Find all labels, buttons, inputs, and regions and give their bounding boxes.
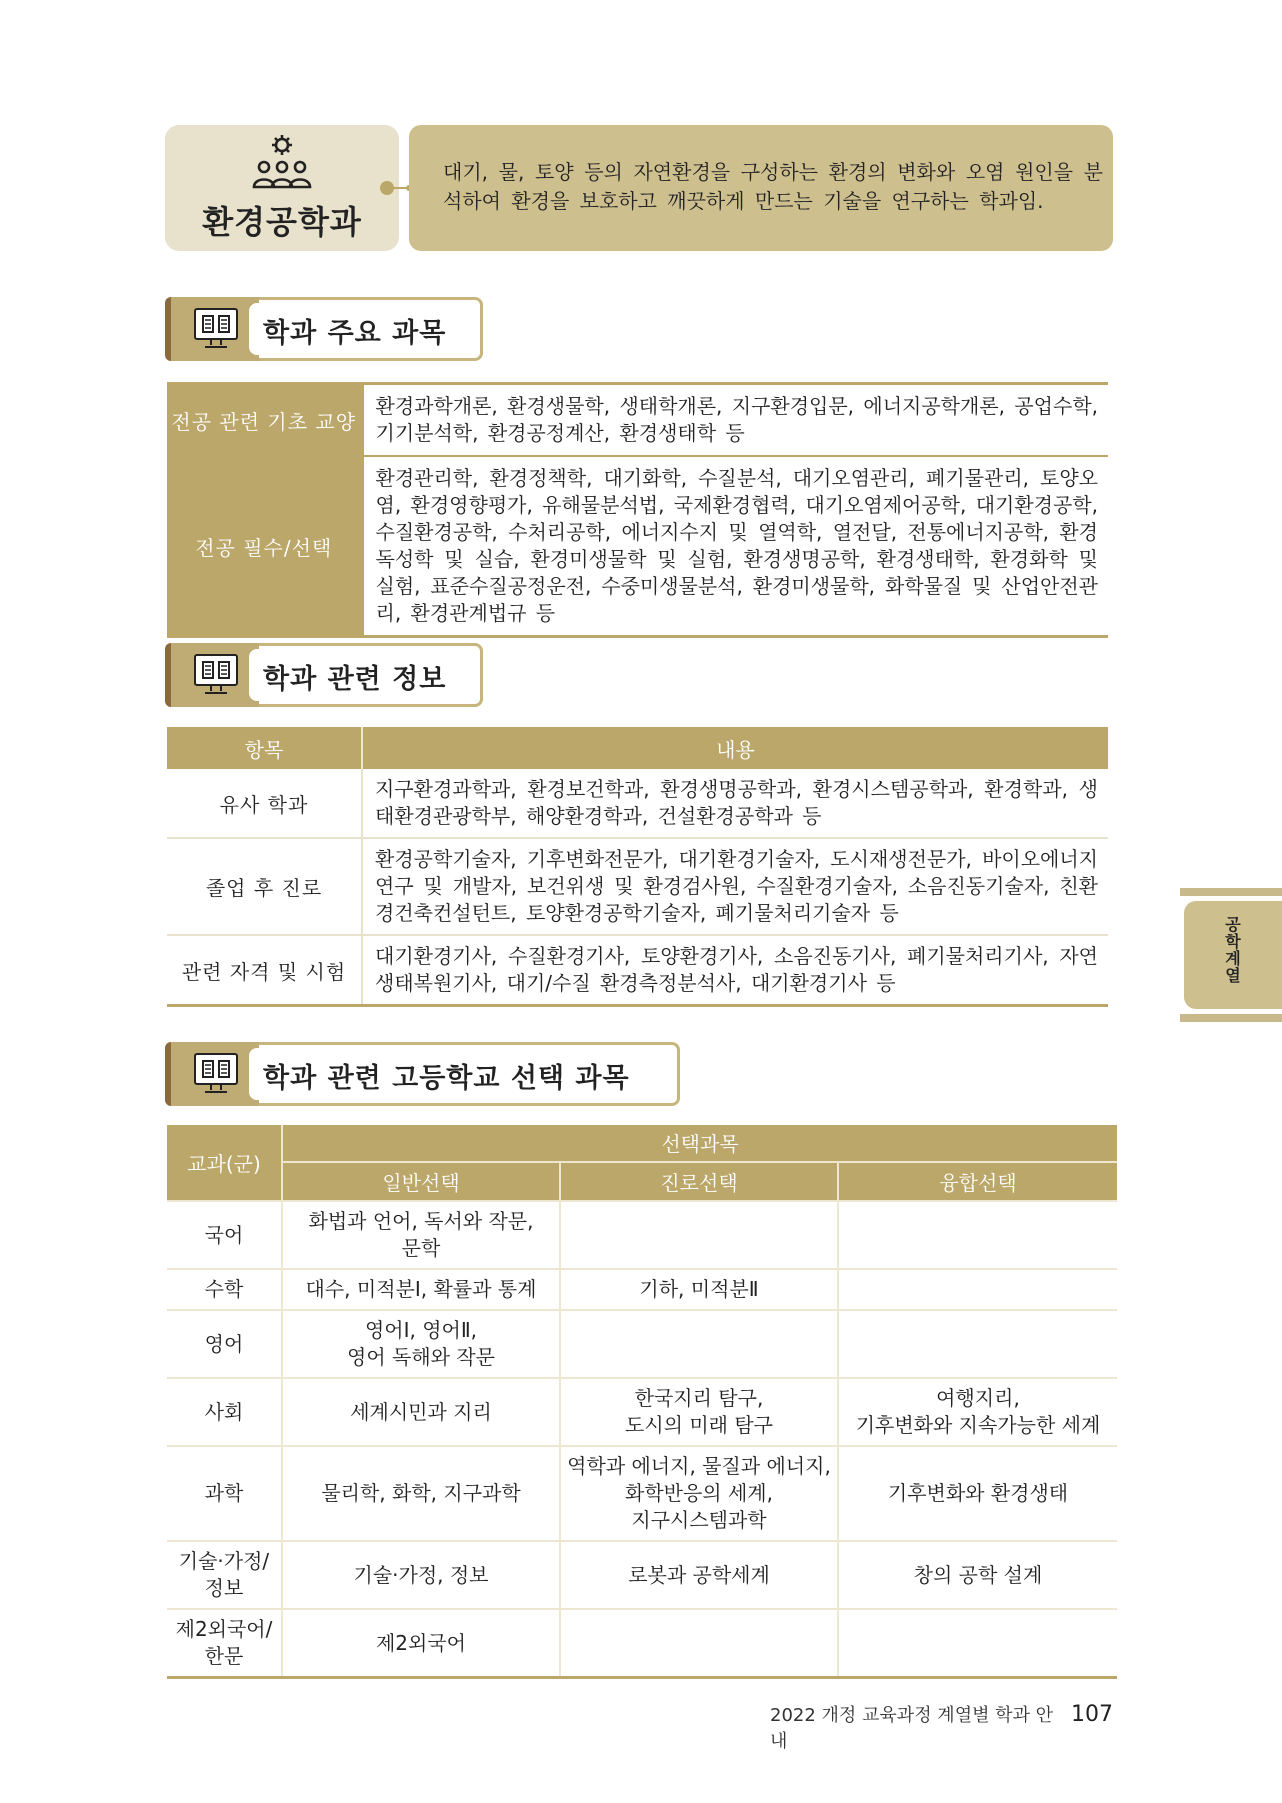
monitor-book-icon [193, 653, 239, 697]
col-header-general: 일반선택 [282, 1162, 560, 1201]
section-title-dept-info [165, 643, 483, 707]
subject-cell: 과학 [167, 1446, 282, 1541]
col-header-career: 진로선택 [560, 1162, 838, 1201]
monitor-book-icon [193, 307, 239, 351]
fusion-cell [838, 1269, 1117, 1310]
department-name: 환경공학과 [202, 203, 362, 241]
general-cell: 기술·가정, 정보 [282, 1541, 560, 1609]
general-cell: 대수, 미적분Ⅰ, 확률과 통계 [282, 1269, 560, 1310]
page-footer [770, 1701, 1113, 1752]
col-header-fusion: 융합선택 [838, 1162, 1117, 1201]
department-description: 대기, 물, 토양 등의 자연환경을 구성하는 환경의 변화와 오염 원인을 분석하여 환경을 보호하고 깨끗하게 만드는 기술을 연구하는 학과임. [409, 125, 1113, 251]
dept-info-table [167, 727, 1108, 1007]
department-header [165, 125, 1113, 251]
subject-cell: 제2외국어/ 한문 [167, 1609, 282, 1678]
footer-text: 2022 개정 교육과정 계열별 학과 안내 [770, 1705, 1054, 1752]
career-cell [560, 1609, 838, 1678]
page-number: 107 [1071, 1702, 1113, 1727]
table-row [167, 1609, 1117, 1678]
general-cell: 화법과 언어, 독서와 작문, 문학 [282, 1201, 560, 1269]
row-content: 환경공학기술자, 기후변화전문가, 대기환경기술자, 도시재생전문가, 바이오에너지연구 및 개발자, 보건위생 및 환경검사원, 수질환경기술자, 소음진동기술자, 친환경건축컨설턴트, 토양환경공학기술자, 폐기물처리기술자 등 [362, 838, 1108, 935]
row-label: 관련 자격 및 시험 [167, 935, 362, 1006]
fusion-cell: 창의 공학 설계 [838, 1541, 1117, 1609]
general-cell: 제2외국어 [282, 1609, 560, 1678]
career-cell: 역학과 에너지, 물질과 에너지, 화학반응의 세계, 지구시스템과학 [560, 1446, 838, 1541]
subject-cell: 사회 [167, 1378, 282, 1446]
subject-cell: 수학 [167, 1269, 282, 1310]
career-cell: 로봇과 공학세계 [560, 1541, 838, 1609]
row-label: 전공 관련 기초 교양 [167, 384, 362, 457]
highschool-subjects-table [167, 1125, 1117, 1679]
fusion-cell [838, 1609, 1117, 1678]
fusion-cell: 여행지리, 기후변화와 지속가능한 세계 [838, 1378, 1117, 1446]
section-title-major-subjects [165, 297, 483, 361]
table-row [167, 1201, 1117, 1269]
subject-cell: 국어 [167, 1201, 282, 1269]
people-gear-icon [250, 133, 314, 191]
monitor-book-icon [193, 1052, 239, 1096]
row-content: 환경과학개론, 환경생물학, 생태학개론, 지구환경입문, 에너지공학개론, 공업수학, 기기분석학, 환경공정계산, 환경생태학 등 [375, 394, 1098, 445]
general-cell: 물리학, 화학, 지구과학 [282, 1446, 560, 1541]
subject-cell: 기술·가정/ 정보 [167, 1541, 282, 1609]
row-content: 대기환경기사, 수질환경기사, 토양환경기사, 소음진동기사, 폐기물처리기사, 자연생태복원기사, 대기/수질 환경측정분석사, 대기환경기사 등 [362, 935, 1108, 1006]
section-title-label: 학과 주요 과목 [249, 303, 477, 355]
table-row [167, 1310, 1117, 1378]
col-header-content: 내용 [362, 727, 1108, 769]
table-row [167, 1269, 1117, 1310]
fusion-cell: 기후변화와 환경생태 [838, 1446, 1117, 1541]
subject-cell: 영어 [167, 1310, 282, 1378]
major-subjects-table [167, 382, 1108, 638]
general-cell: 영어Ⅰ, 영어Ⅱ, 영어 독해와 작문 [282, 1310, 560, 1378]
section-title-label: 학과 관련 정보 [249, 649, 477, 701]
side-category-tab [1180, 888, 1282, 1022]
row-content: 환경관리학, 환경정책학, 대기화학, 수질분석, 대기오염관리, 폐기물관리, 토양오염, 환경영향평가, 유해물분석법, 국제환경협력, 대기오염제어공학, 대기환경공학, 수질환경공학, 수처리공학, 에너지수지 및 열역학, 열전달, 전통에너지공학, 환경독성학 및 실습, 환경미생물학 및 실험, 환경생명공학, 환경생태학, 환경화학 및 실험, 표준수질공정운전, 수중미생물분석, 환경미생물학, 화학물질 및 산업안전관리, 환경관계법규 등 [375, 466, 1098, 625]
col-header-item: 항목 [167, 727, 362, 769]
row-content: 지구환경과학과, 환경보건학과, 환경생명공학과, 환경시스템공학과, 환경학과, 생태환경관광학부, 해양환경학과, 건설환경공학과 등 [362, 769, 1108, 838]
col-header-group: 선택과목 [282, 1125, 1117, 1162]
row-label: 전공 필수/선택 [167, 456, 362, 637]
col-header-subject: 교과(군) [167, 1125, 282, 1201]
section-title-highschool-subjects [165, 1042, 680, 1106]
table-row [167, 1541, 1117, 1609]
table-row [167, 1446, 1117, 1541]
section-title-label: 학과 관련 고등학교 선택 과목 [249, 1048, 674, 1100]
department-box [165, 125, 399, 251]
career-cell [560, 1201, 838, 1269]
side-category-label: 공학 계열 [1225, 915, 1241, 985]
fusion-cell [838, 1310, 1117, 1378]
table-row [167, 1378, 1117, 1446]
career-cell [560, 1310, 838, 1378]
fusion-cell [838, 1201, 1117, 1269]
career-cell: 한국지리 탐구, 도시의 미래 탐구 [560, 1378, 838, 1446]
career-cell: 기하, 미적분Ⅱ [560, 1269, 838, 1310]
general-cell: 세계시민과 지리 [282, 1378, 560, 1446]
row-label: 졸업 후 진로 [167, 838, 362, 935]
row-label: 유사 학과 [167, 769, 362, 838]
